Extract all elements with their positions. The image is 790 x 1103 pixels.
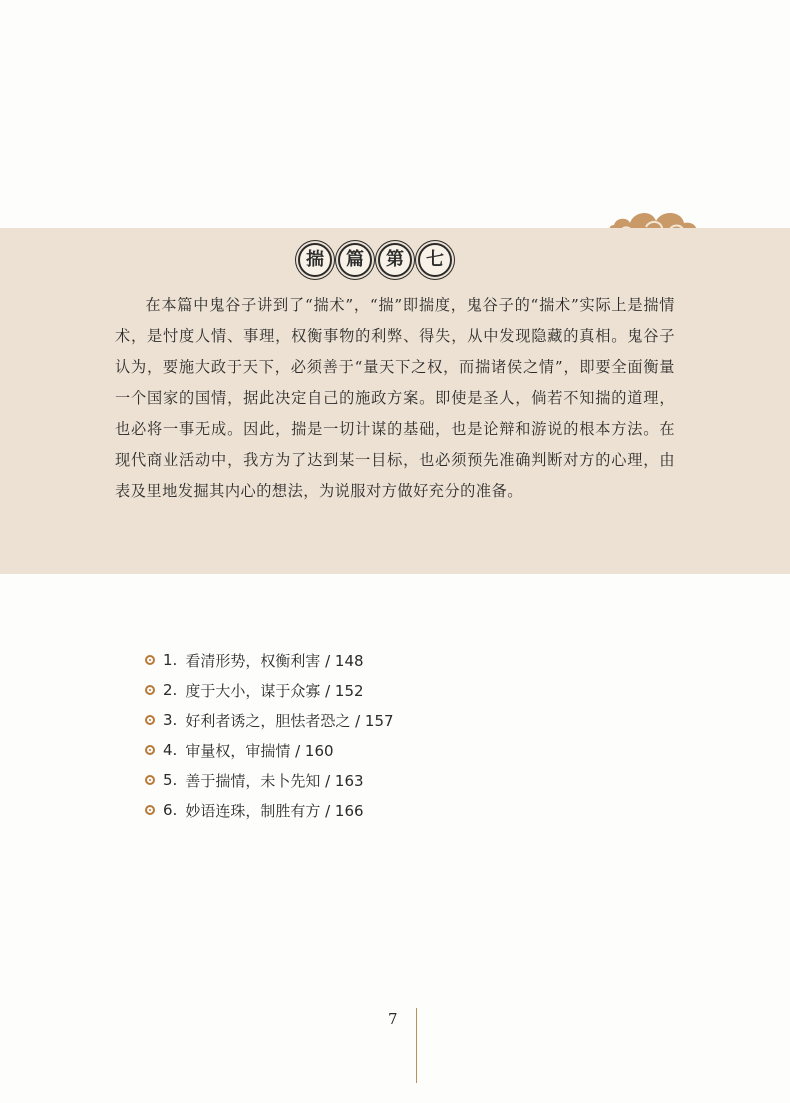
bullet-icon <box>145 685 155 695</box>
bullet-icon <box>145 655 155 665</box>
toc-number: 4. <box>163 741 178 759</box>
toc-text: 度于大小，谋于众寡 / 152 <box>185 681 364 700</box>
toc-text: 好利者诱之，胆怯者恐之 / 157 <box>185 711 394 730</box>
chapter-intro <box>115 290 675 507</box>
bullet-icon <box>145 775 155 785</box>
toc-item[interactable] <box>145 705 394 735</box>
title-char: 篇 <box>338 243 372 277</box>
page-number: 7 <box>388 1010 398 1028</box>
chapter-title <box>298 238 452 280</box>
toc-number: 6. <box>163 801 178 819</box>
toc-item[interactable] <box>145 675 394 705</box>
toc-item[interactable] <box>145 735 394 765</box>
toc-number: 5. <box>163 771 178 789</box>
page-number-rule <box>416 1008 417 1083</box>
toc-text: 看清形势，权衡利害 / 148 <box>185 651 364 670</box>
title-char: 第 <box>378 243 412 277</box>
toc-number: 1. <box>163 651 178 669</box>
toc-item[interactable] <box>145 645 394 675</box>
toc-item[interactable] <box>145 795 394 825</box>
intro-paragraph: 在本篇中鬼谷子讲到了“揣术”，“揣”即揣度，鬼谷子的“揣术”实际上是揣情术，是忖度人情、事理，权衡事物的利弊、得失，从中发现隐藏的真相。鬼谷子认为，要施大政于天下，必须善于“量天下之权，而揣诸侯之情”，即要全面衡量一个国家的国情，据此决定自己的施政方案。即使是圣人，倘若不知揣的道理，也必将一事无成。因此，揣是一切计谋的基础，也是论辩和游说的根本方法。在现代商业活动中，我方为了达到某一目标，也必须预先准确判断对方的心理，由表及里地发掘其内心的想法，为说服对方做好充分的准备。 <box>115 296 675 500</box>
toc-text: 善于揣情，未卜先知 / 163 <box>185 771 364 790</box>
toc-number: 3. <box>163 711 178 729</box>
toc-text: 妙语连珠，制胜有方 / 166 <box>185 801 364 820</box>
title-char: 七 <box>418 243 452 277</box>
toc-item[interactable] <box>145 765 394 795</box>
title-char: 揣 <box>298 243 332 277</box>
bullet-icon <box>145 805 155 815</box>
toc-text: 审量权，审揣情 / 160 <box>185 741 334 760</box>
bullet-icon <box>145 745 155 755</box>
bullet-icon <box>145 715 155 725</box>
table-of-contents <box>145 645 394 825</box>
toc-number: 2. <box>163 681 178 699</box>
